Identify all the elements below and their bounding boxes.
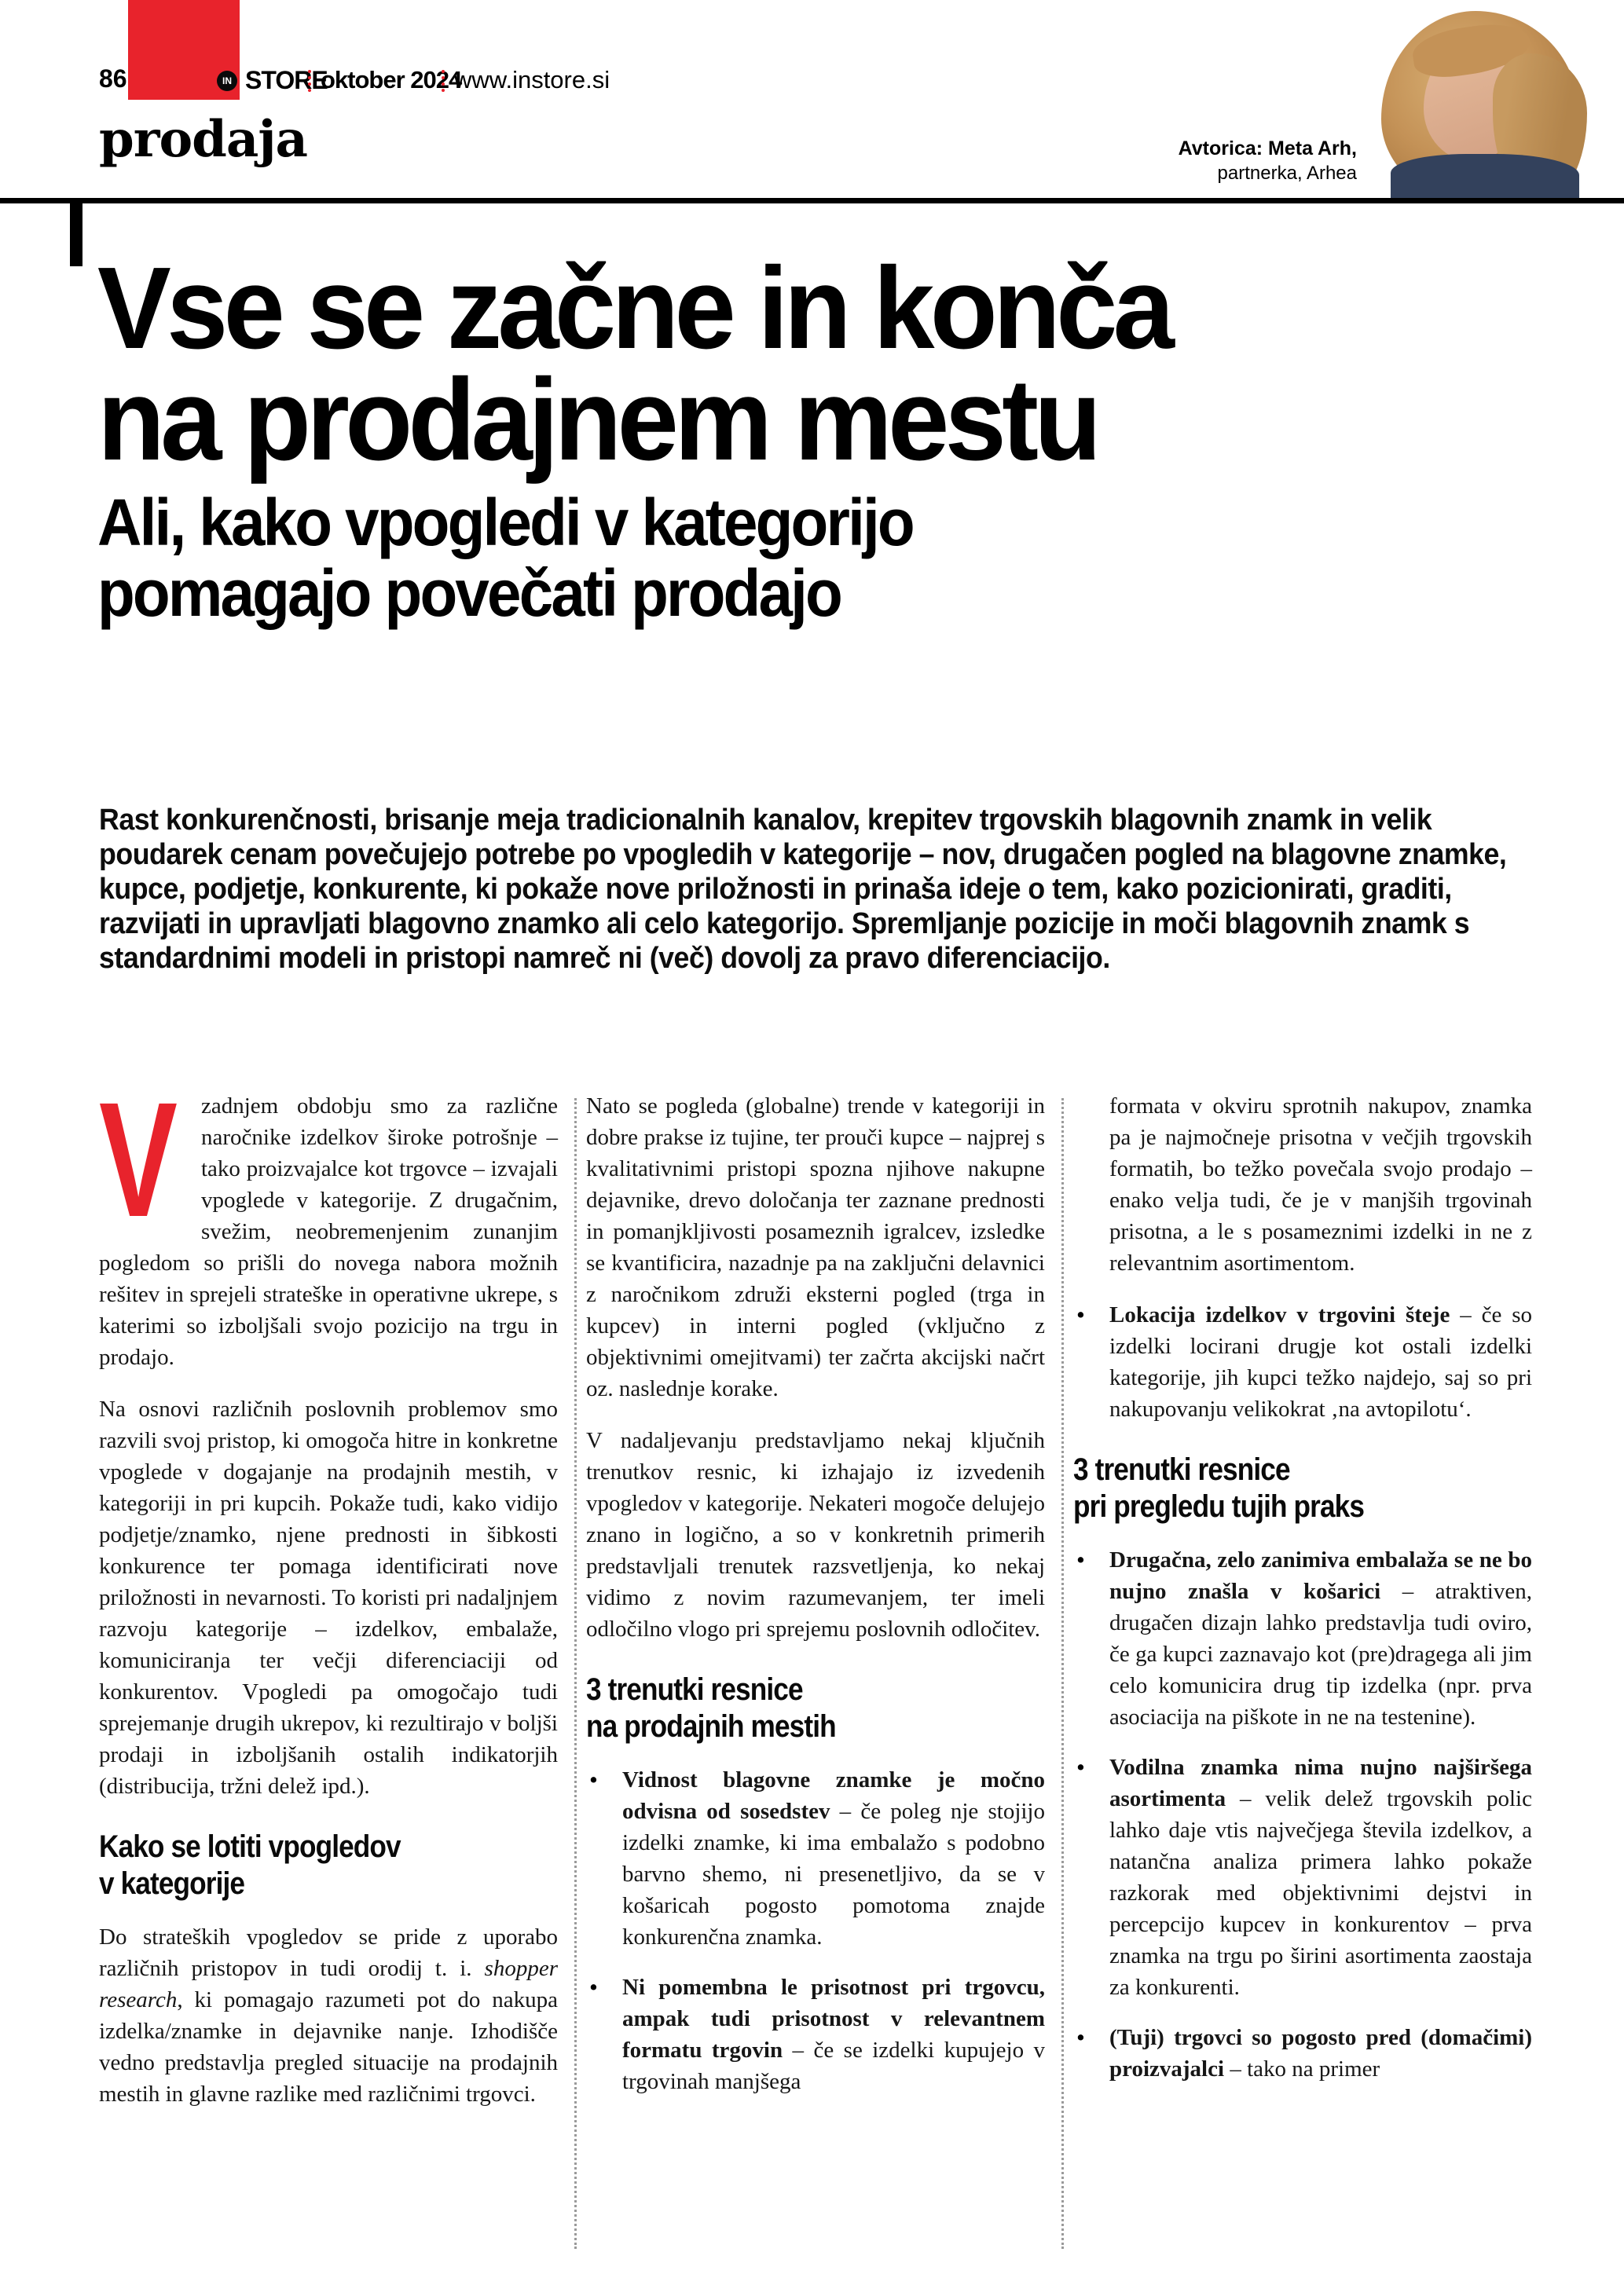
list-item-lead: Drugačna, zelo zanimiva embalaža se ne bo nujno znašla v košarici — [1109, 1547, 1532, 1604]
drop-cap: V — [99, 1069, 178, 1251]
subheading-line: Kako se lotiti vpogledov — [99, 1829, 401, 1864]
column-divider — [1061, 1098, 1064, 2249]
column-divider — [574, 1098, 577, 2249]
body-column-3 — [1073, 1090, 1532, 2104]
subheading-line: 3 trenutki resnice — [586, 1672, 803, 1707]
paragraph: V nadaljevanju predstavljamo nekaj ključnih trenutkov resnic, ki izhajajo iz izvedenih vpogledov v kategorije. Nekateri mogoče delujejo znano in logično, a so v konkretnih primerih predstavljali trenutek razsvetljenja, ko nekaj vidimo z novim razumevanjem, ter imeli odločilno vlogo pri sprejemu poslovnih odločitev. — [586, 1428, 1045, 1642]
body-column-2 — [586, 1090, 1045, 2116]
subheading-line: v kategorije — [99, 1866, 245, 1901]
instore-logo-icon: IN — [217, 71, 237, 91]
subheading-line: 3 trenutki resnice — [1073, 1452, 1290, 1487]
article-title-line2: na prodajnem mestu — [97, 355, 1098, 485]
body-column-1 — [99, 1069, 558, 2130]
list-item-text: – če se izdelki kupujejo v trgovinah manjšega — [622, 2038, 1045, 2094]
list-item — [586, 1972, 1045, 2097]
list-item-text: – velik delež trgovskih polic lahko daje vtis največjega števila izdelkov, a natančna analiza primera lahko pokaže razkorak med objektivnimi dejstvi in percepcijo kupcev in konkurentov – prva znamka na trgu po širini asortimenta zaostaja za konkurenti. — [1109, 1786, 1532, 2000]
italic-term: shopper research — [99, 1956, 558, 2012]
list-item-lead: Vodilna znamka nima nujno najširšega asortimenta — [1109, 1755, 1532, 1811]
page-number: 86 — [99, 64, 127, 93]
list-item-text: – atraktiven, drugačen dizajn lahko predstavlja tudi oviro, če ga kupci zaznavajo kot (pre)dragega ali jim celo komunicira drug tip izdelka (npr. prva asociacija na piškote in ne na testenine). — [1109, 1579, 1532, 1730]
article-title-line1: Vse se začne in konča — [97, 244, 1171, 373]
subheading-line: na prodajnih mestih — [586, 1709, 836, 1744]
author-name: Avtorica: Meta Arh, — [1178, 137, 1357, 159]
subheading-kako-se-lotiti — [99, 1829, 503, 1902]
article-subtitle-line2: pomagajo povečati prodajo — [97, 556, 841, 630]
paragraph-text: Do strateških vpogledov se pride z uporabo različnih pristopov in tudi orodij t. i. — [99, 1924, 558, 1981]
article-lead: Rast konkurenčnosti, brisanje meja tradicionalnih kanalov, krepitev trgovskih blagovnih znamk in velik poudarek cenam povečujejo potrebe po vpogledih v kategorije – nov, drugačen pogled na blagovne znamke, kupce, podjetje, konkurente, ki pokaže nove priložnosti in prinaša ideje o tem, kako pozicionirati, graditi, razvijati in upravljati blagovno znamko ali celo kategorijo. Spremljanje pozicije in moči blagovnih znamk s standardnimi modeli in pristopi namreč ni (več) dovolj za pravo diferenciacijo. — [99, 804, 1507, 975]
list-item-text: – če poleg nje stojijo izdelki znamke, ki ima embalažo s podobno barvno shemo, ni presenetljivo, da se v košaricah pogosto pomotoma znajde konkurenčna znamka. — [622, 1799, 1045, 1950]
list-item — [586, 1764, 1045, 1953]
paragraph — [99, 1921, 558, 2110]
list-item-lead: Ni pomembna le prisotnost pri trgovcu, ampak tudi prisotnost v relevantnem formatu trgovin — [622, 1975, 1045, 2063]
subheading-line: pri pregledu tujih praks — [1073, 1489, 1365, 1524]
author-role: partnerka, Arhea — [1217, 163, 1357, 184]
author-photo — [1367, 6, 1597, 199]
list-item — [1073, 1544, 1532, 1733]
paragraph — [99, 1069, 558, 1373]
list-item — [1073, 2022, 1532, 2085]
list-item — [1073, 1299, 1532, 1425]
article-title — [97, 244, 1226, 485]
paragraph-text: , ki pomagajo razumeti pot do nakupa izdelka/znamke in dejavnike nanje. Izhodišče vedno predstavlja pregled situacije na prodajnih mestih in glavne razlike med različnimi trgovci. — [99, 1987, 558, 2107]
paragraph-continuation: formata v okviru sprotnih nakupov, znamka pa je najmočneje prisotna v večjih trgovskih formatih, bo težko povečala svojo prodajo – enako velja tudi, če je v manjših trgovinah prisotna, a le s posameznimi izdelki in ne z relevantnim asortimentom. — [1109, 1093, 1532, 1276]
subheading-3-trenutki-mestih — [586, 1672, 990, 1745]
paragraph: Nato se pogleda (globalne) trende v kategoriji in dobre prakse iz tujine, ter prouči kupce – najprej s kvalitativnimi pristopi spozna njihove nakupne dejavnike, drevo določanja ter zaznane prednosti in pomanjkljivosti posameznih igralcev, izsledke se kvantificira, nazadnje pa na zaključni delavnici z naročnikom združi eksterni pogled (trga in kupcev) in interni pogled (vključno z objektivnimi omejitvami) ter začrta akcijski načrt oz. naslednje korake. — [586, 1093, 1045, 1401]
list-item-lead: Vidnost blagovne znamke je močno odvisna od sosedstev — [622, 1767, 1045, 1824]
header-dotted-separator — [442, 70, 445, 92]
article-subtitle-line1: Ali, kako vpogledi v kategorijo — [97, 485, 913, 559]
instore-logo-text: STORE — [245, 66, 328, 94]
website-link[interactable]: www.instore.si — [454, 66, 610, 93]
paragraph-text: zadnjem obdobju smo za različne naročnike izdelkov široke potrošnje – tako proizvajalce kot trgovce – izvajali vpoglede v kategorije. Z drugačnim, svežim, neobremenjenim zunanjim pogledom so prišli do novega nabora možnih rešitev in sprejeli strateške in operativne ukrepe, s katerimi so izboljšali svojo pozicijo na trgu in prodajo. — [99, 1093, 558, 1370]
article-subtitle — [97, 487, 974, 628]
header-rule — [0, 198, 1624, 203]
headline-tick-mark — [70, 203, 82, 266]
section-title: prodaja — [99, 110, 307, 169]
issue-date: oktober 2024 — [321, 66, 462, 93]
list-item-text: – če so izdelki locirani drugje kot ostali izdelki kategorije, jih kupci težko najdejo, saj so pri nakupovanju velikokrat ‚na avtopilotu‘. — [1109, 1302, 1533, 1422]
subheading-3-trenutki-praks — [1073, 1452, 1477, 1525]
list-item — [1073, 1752, 1532, 2003]
list-item-text: – tako na primer — [1224, 2056, 1380, 2082]
photo-shoulders-shape — [1391, 154, 1579, 199]
paragraph: Na osnovi različnih poslovnih problemov smo razvili svoj pristop, ki omogoča hitre in konkretne vpoglede v dogajanje na prodajnih mestih, v kategoriji in pri kupcih. Pokaže tudi, kako vidijo podjetje/znamko, njene prednosti in šibkosti konkurence ter pomaga identificirati nove priložnosti in nevarnosti. To koristi pri nadaljnjem razvoju kategorije – izdelkov, embalaže, komuniciranja ter večji diferenciaciji od konkurentov. Vpogledi pa omogočajo tudi sprejemanje drugih ukrepov, ki rezultirajo v boljši prodaji in izboljšanih ostalih indikatorjih (distribucija, tržni delež ipd.). — [99, 1397, 558, 1799]
list-item-lead: (Tuji) trgovci so pogosto pred (domačimi) proizvajalci — [1109, 2025, 1532, 2082]
list-item-lead: Lokacija izdelkov v trgovini šteje — [1109, 1302, 1450, 1327]
header-dotted-separator — [308, 70, 311, 92]
